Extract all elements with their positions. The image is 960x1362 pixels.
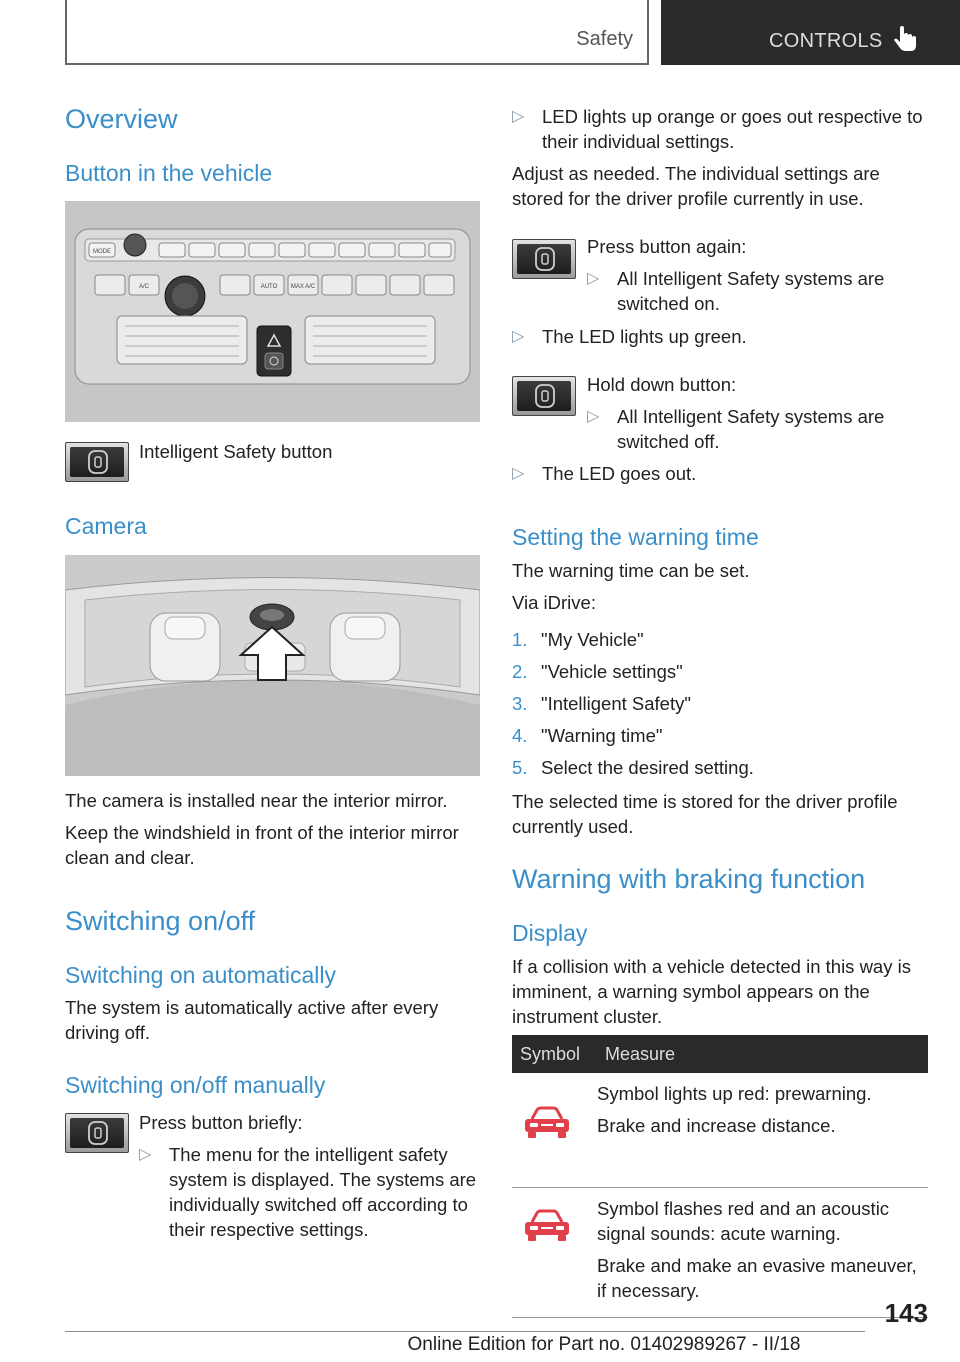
car-warning-icon <box>522 1105 572 1141</box>
all-on-bullet <box>587 266 928 316</box>
edition-text: Online Edition for Part no. 01402989267 - II/18 <box>407 1334 801 1355</box>
display-paragraph: If a collision with a vehicle detected in this way is imminent, a warning symbol appears on the instrument cluster. <box>512 956 911 1027</box>
step-number: 3. <box>512 693 528 714</box>
intelligent-safety-icon <box>534 247 556 271</box>
table-row <box>512 1073 928 1187</box>
ac-label: A/C <box>138 284 150 290</box>
intelligent-safety-icon <box>87 450 109 474</box>
hold-down-text: Hold down button: <box>587 374 737 395</box>
switching-heading: Switching on/off <box>65 906 256 936</box>
car-warning-icon <box>522 1208 572 1244</box>
braking-heading: Warning with braking function <box>512 864 866 894</box>
step-number: 4. <box>512 725 528 746</box>
auto-label: AUTO <box>260 284 278 290</box>
header-chapter-title: CONTROLS <box>769 30 883 52</box>
button-caption: Intelligent Safety button <box>139 441 333 462</box>
warning-time-heading: Setting the warning time <box>512 524 759 550</box>
windshield-illustration <box>65 555 480 776</box>
camera-heading: Camera <box>65 513 147 539</box>
col-measure-header: Measure <box>597 1035 928 1073</box>
table-row <box>512 1187 928 1317</box>
measure-line-1: Symbol flashes red and an acoustic signal sounds: acute warning. <box>597 1197 890 1244</box>
mode-label: MODE <box>93 249 111 255</box>
intelligent-safety-button-image <box>65 1113 129 1153</box>
measure-line-2: Brake and increase distance. <box>597 1115 836 1136</box>
bullet-triangle-icon: ▷ <box>512 465 525 482</box>
dashboard-illustration <box>65 201 480 422</box>
press-briefly-text: Press button briefly: <box>139 1112 303 1133</box>
footer-divider <box>65 1331 865 1332</box>
led-green-bullet <box>512 324 928 349</box>
page-number: 143 <box>884 1298 928 1328</box>
intelligent-safety-icon <box>534 384 556 408</box>
intelligent-safety-button-image <box>512 239 576 279</box>
step-number: 1. <box>512 629 528 650</box>
measure-line-1: Symbol lights up red: prewarning. <box>597 1083 872 1104</box>
press-again-text: Press button again: <box>587 236 747 257</box>
step-text: "Intelligent Safety" <box>541 693 691 714</box>
switching-auto-heading: Switching on automatically <box>65 962 337 988</box>
step-text: "Warning time" <box>541 725 663 746</box>
led-bullet-text: LED lights up orange or goes out respective to their individual settings. <box>542 106 923 152</box>
led-out-text: The LED goes out. <box>542 463 697 484</box>
max-ac-label: MAX A/C <box>290 284 316 290</box>
camera-paragraph-2: Keep the windshield in front of the interior mirror clean and clear. <box>65 822 459 868</box>
all-off-bullet <box>587 404 928 454</box>
step-number: 2. <box>512 661 528 682</box>
measure-line-2: Brake and make an evasive maneuver, if necessary. <box>597 1254 917 1301</box>
led-out-bullet <box>512 461 928 486</box>
pointing-hand-icon <box>894 26 918 54</box>
step-text: Select the desired setting. <box>541 757 754 778</box>
bullet-triangle-icon: ▷ <box>139 1146 152 1163</box>
intelligent-safety-button-image <box>65 442 129 482</box>
col-symbol-header: Symbol <box>512 1035 597 1073</box>
overview-heading: Overview <box>65 104 178 134</box>
warning-symbol-table <box>512 1035 928 1318</box>
button-in-vehicle-heading: Button in the vehicle <box>65 160 273 186</box>
step-text: "Vehicle settings" <box>541 661 683 682</box>
switching-auto-paragraph: The system is automatically active after every driving off. <box>65 997 439 1043</box>
all-on-text: All Intelligent Safety systems are switched on. <box>617 268 885 314</box>
bullet-triangle-icon: ▷ <box>512 108 525 125</box>
header-section-box <box>65 0 649 65</box>
switching-manual-heading: Switching on/off manually <box>65 1072 326 1098</box>
camera-paragraph-1: The camera is installed near the interior mirror. <box>65 790 448 811</box>
camera-photo <box>65 555 480 776</box>
intelligent-safety-icon <box>87 1121 109 1145</box>
step-text: "My Vehicle" <box>541 629 644 650</box>
dashboard-photo <box>65 201 480 422</box>
bullet-triangle-icon: ▷ <box>512 328 525 345</box>
via-idrive-text: Via iDrive: <box>512 592 596 613</box>
header-chapter-box <box>661 0 960 65</box>
display-heading: Display <box>512 920 588 946</box>
bullet-triangle-icon: ▷ <box>587 270 600 287</box>
led-green-text: The LED lights up green. <box>542 326 747 347</box>
adjust-paragraph: Adjust as needed. The individual settings are stored for the driver profile currently in use. <box>512 163 880 209</box>
all-off-text: All Intelligent Safety systems are switched off. <box>617 406 885 452</box>
header-section-title: Safety <box>576 28 633 50</box>
warning-time-paragraph: The warning time can be set. <box>512 560 750 581</box>
led-bullet <box>512 104 928 154</box>
bullet-triangle-icon: ▷ <box>587 408 600 425</box>
stored-paragraph: The selected time is stored for the driver profile currently used. <box>512 791 898 837</box>
step-number: 5. <box>512 757 528 778</box>
manual-bullet-text: The menu for the intelligent safety system is displayed. The systems are individually switched off according to their respective settings. <box>169 1144 477 1240</box>
manual-bullet <box>139 1142 477 1242</box>
intelligent-safety-button-image <box>512 376 576 416</box>
